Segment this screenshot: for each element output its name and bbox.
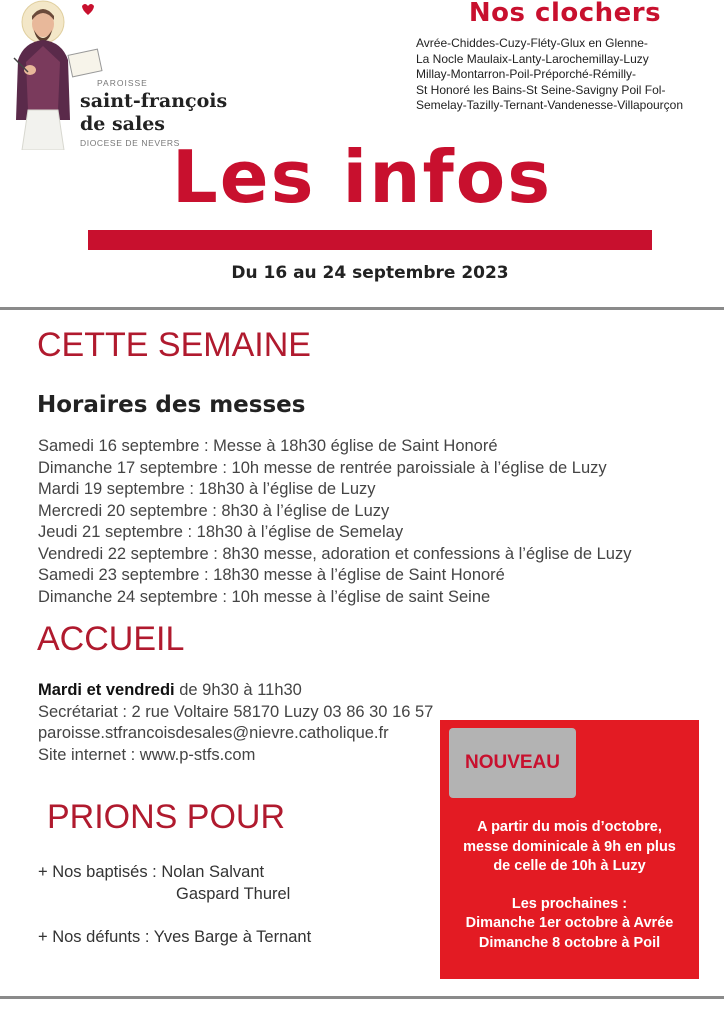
nouveau-line: Dimanche 1er octobre à Avrée [465, 915, 674, 931]
mass-item: Mercredi 20 septembre : 8h30 à l’église de Luzy [38, 501, 390, 520]
divider-bottom [0, 996, 724, 999]
mass-item: Jeudi 21 septembre : 18h30 à l’église de Semelay [38, 523, 404, 541]
nouveau-line: Les prochaines : [511, 895, 628, 912]
section-title-cette-semaine: CETTE SEMAINE [37, 326, 311, 364]
accueil-info [38, 680, 433, 766]
nouveau-line: Dimanche 8 octobre à Poil [478, 934, 661, 951]
mass-item: Samedi 23 septembre : 18h30 messe à l’église de Saint Honoré [38, 566, 505, 584]
masses-list [38, 436, 631, 608]
divider-top [0, 307, 724, 310]
nouveau-text [440, 818, 699, 953]
accueil-hours-line [38, 680, 433, 702]
main-title: Les infos [171, 135, 553, 219]
mass-item: Mardi 19 septembre : 18h30 à l’église de Luzy [38, 480, 376, 498]
nouveau-line: A partir du mois d’octobre, [477, 819, 662, 835]
prayer-defunts: + Nos défunts : Yves Barge à Ternant [38, 928, 312, 946]
logo-paroisse-label: PAROISSE [97, 78, 148, 88]
prayer-baptises-second: Gaspard Thurel [176, 884, 291, 903]
accueil-email: paroisse.stfrancoisdesales@nievre.catholique.fr [38, 724, 389, 742]
clochers-line: St Honoré les Bains-St Seine-Savigny Poil Fol- [416, 82, 666, 97]
accueil-secretariat: Secrétariat : 2 rue Voltaire 58170 Luzy 03 86 30 16 57 [38, 702, 434, 721]
date-range: Du 16 au 24 septembre 2023 [231, 263, 509, 283]
prayer-intentions [38, 862, 311, 949]
clochers-line: Semelay-Tazilly-Ternant-Vandenesse-Villapourçon [416, 98, 684, 112]
clochers-line: La Nocle Maulaix-Lanty-Larochemillay-Luzy [416, 51, 649, 66]
logo-parish-name-line1: saint-françois [80, 90, 228, 112]
mass-item: Vendredi 22 septembre : 8h30 messe, adoration et confessions à l’église de Luzy [38, 544, 632, 563]
clochers-line: Millay-Montarron-Poil-Préporché-Rémilly- [416, 67, 637, 81]
title-underline-bar [88, 230, 652, 250]
accueil-website: Site internet : www.p-stfs.com [38, 745, 256, 764]
prayer-baptises: + Nos baptisés : Nolan Salvant [38, 863, 265, 881]
nouveau-badge: NOUVEAU [449, 728, 576, 798]
nouveau-announcement-box [440, 720, 699, 979]
mass-item: Dimanche 24 septembre : 10h messe à l’église de saint Seine [38, 587, 491, 606]
logo-parish-name-line2: de sales [80, 113, 165, 135]
clochers-title: Nos clochers [468, 0, 662, 28]
masses-heading: Horaires des messes [37, 392, 306, 418]
mass-item: Dimanche 17 septembre : 10h messe de rentrée paroissiale à l’église de Luzy [38, 458, 607, 477]
accueil-days: Mardi et vendredi [38, 681, 175, 699]
nouveau-line: messe dominicale à 9h en plus [463, 838, 676, 855]
section-title-accueil: ACCUEIL [37, 620, 185, 658]
clochers-list [416, 36, 722, 114]
section-title-prions-pour: PRIONS POUR [47, 798, 286, 836]
logo-diocese-label: DIOCESE DE NEVERS [80, 138, 180, 148]
accueil-hours: de 9h30 à 11h30 [174, 681, 302, 699]
mass-item: Samedi 16 septembre : Messe à 18h30 église de Saint Honoré [38, 437, 498, 455]
clochers-line: Avrée-Chiddes-Cuzy-Fléty-Glux en Glenne- [416, 36, 648, 50]
nouveau-line: de celle de 10h à Luzy [493, 858, 646, 874]
